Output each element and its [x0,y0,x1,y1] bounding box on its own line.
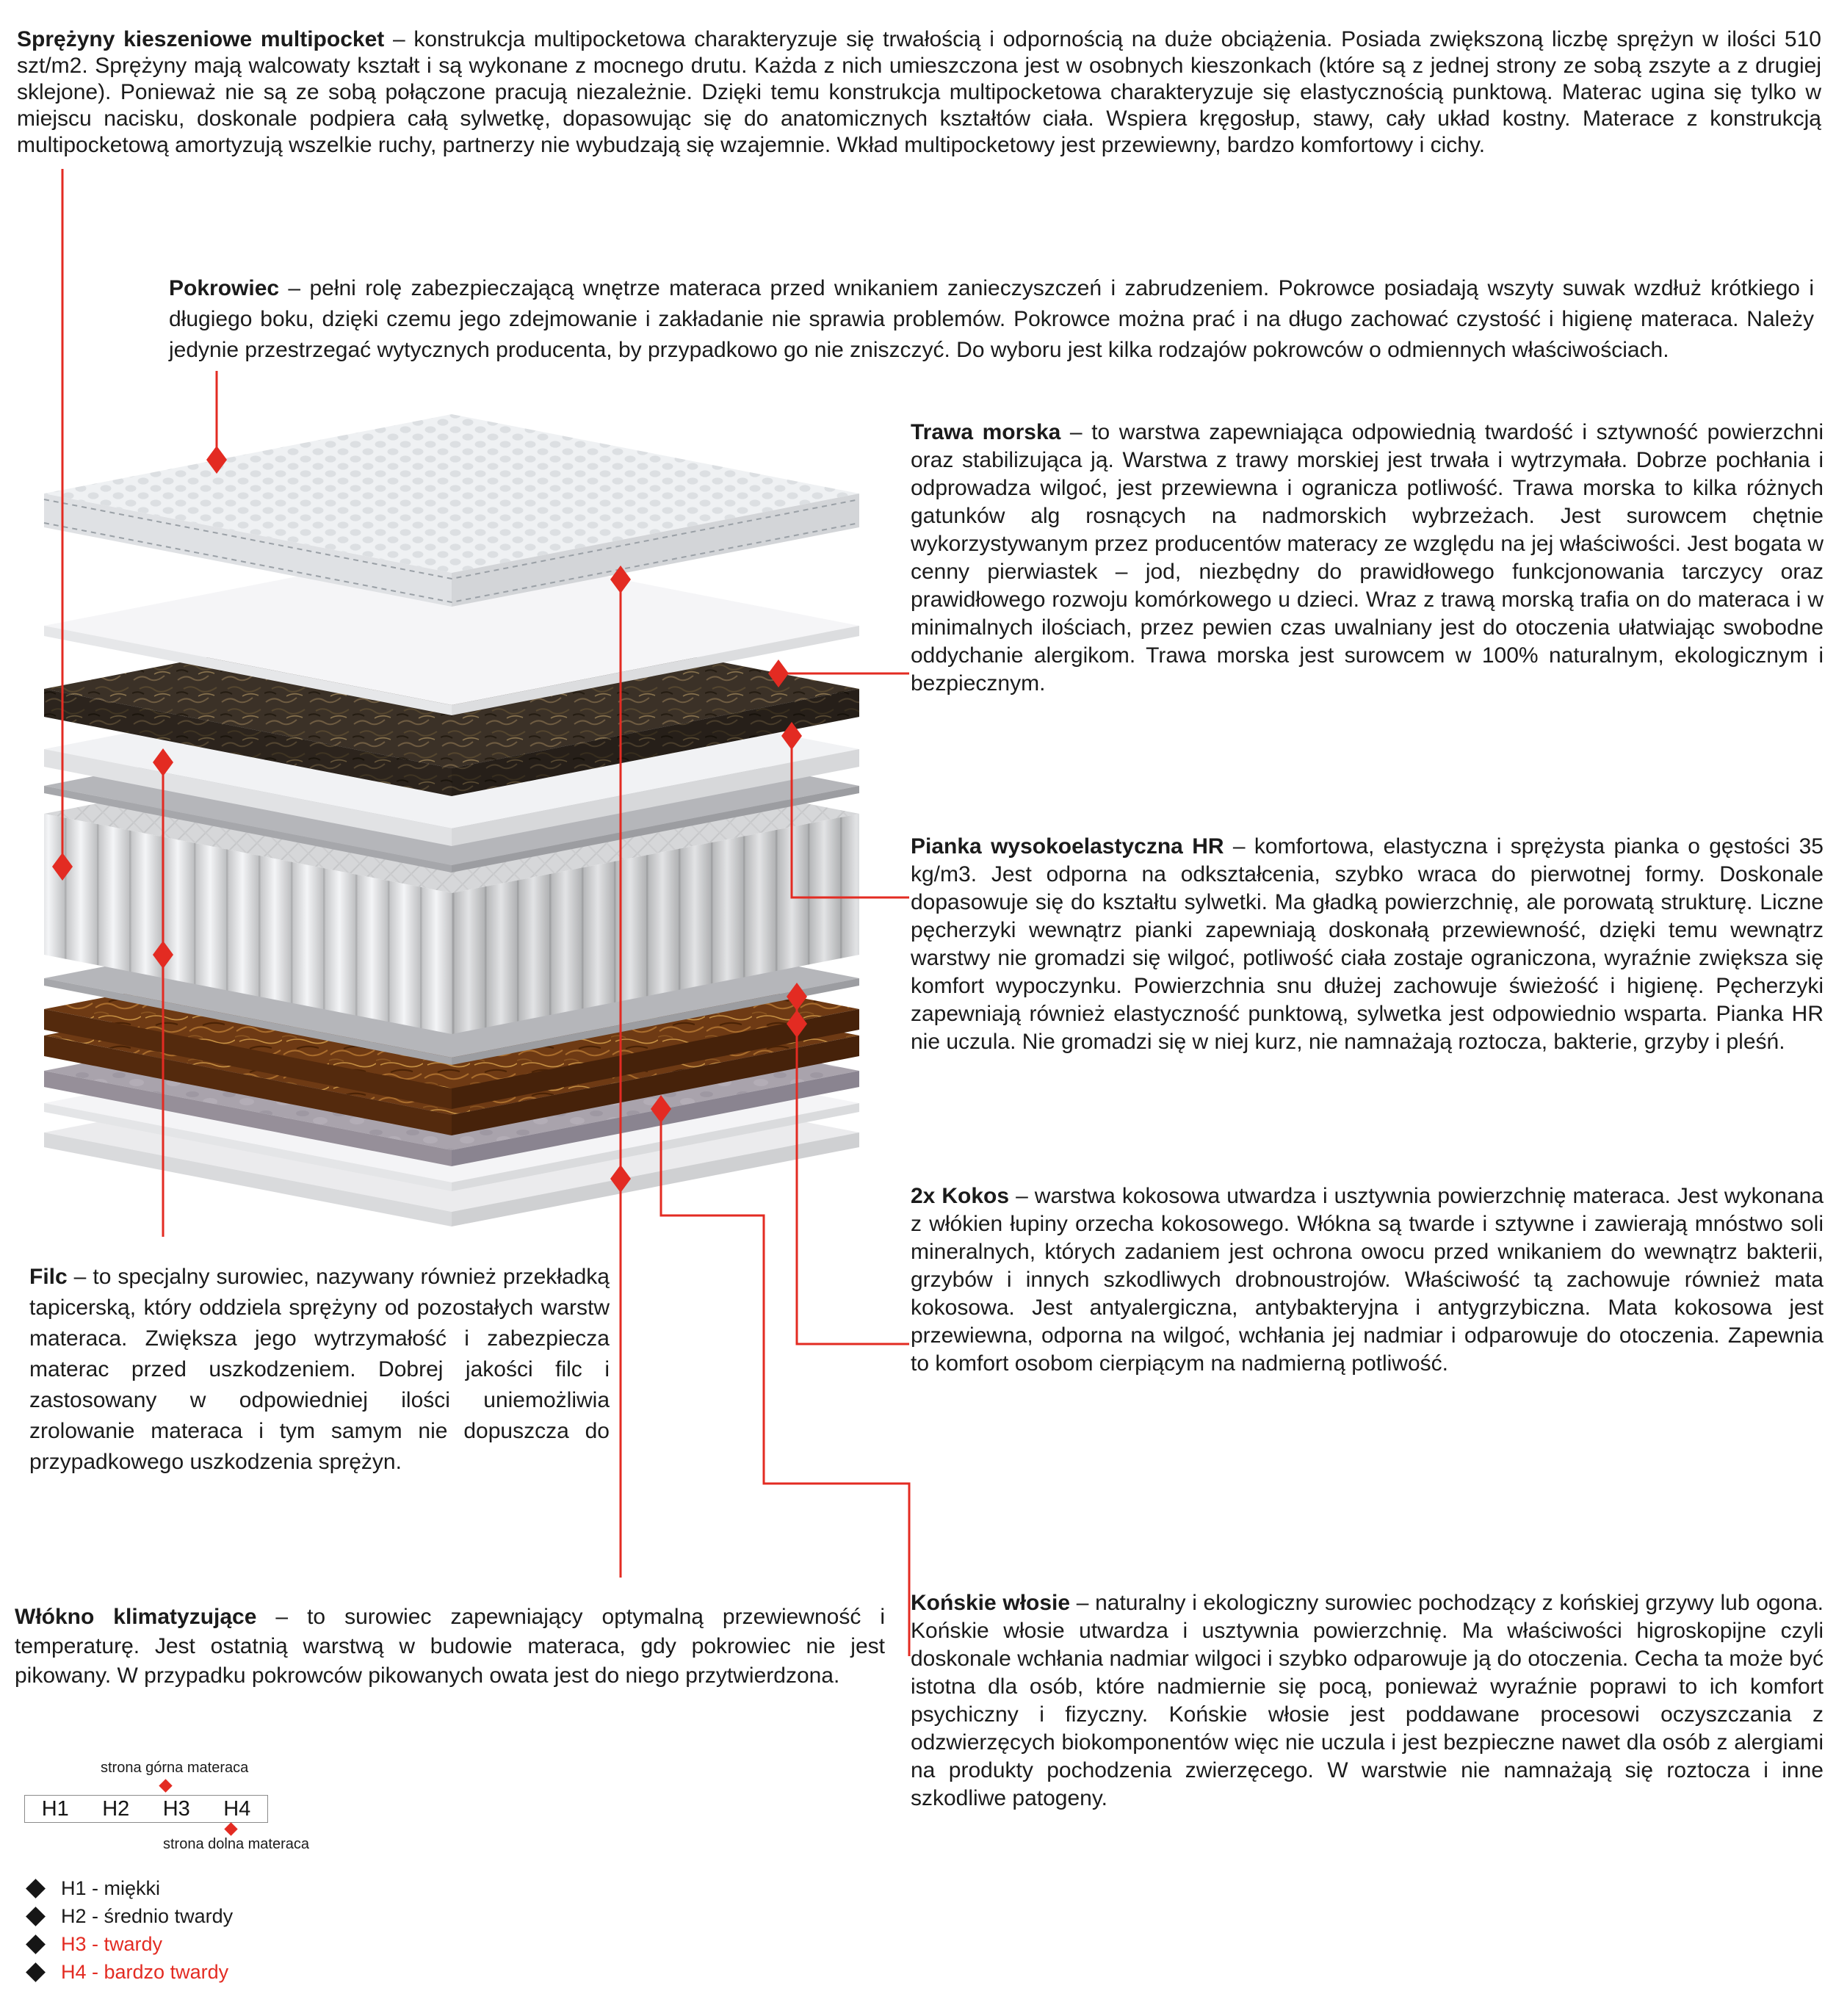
layer-konskie-wlosie [44,991,859,1166]
section-title-konskie-wlosie: Końskie włosie [911,1591,1071,1615]
section-konskie-wlosie [911,1589,1824,1813]
legend-label-h4: H4 - bardzo twardy [61,1960,229,1983]
legend-item-h4 [22,1958,233,1986]
hardness-scale-box [24,1795,268,1823]
section-sprezyny-multipocket [17,26,1821,159]
section-text-trawa-morska: – to warstwa zapewniająca odpowiednią twardość i sztywność powierzchni oraz stabilizująca ją. Warstwa z trawy morskiej jest trwała i wytrzymała. Dobrze pochłania i odprowadza wilgoć, jest przewiewna i ogranicza potliwość. Trawa morska to kilka różnych gatunków alg rosnących na nadmorskich wybrzeżach. Jest surowcem chętnie wykorzystywanym przez producentów materacy ze względu na jej właściwości. Jest bogata w cenny pierwiastek – jod, niezbędny do prawidłowego funkcjonowania tarczycy oraz prawidłowego rozwoju komórkowego u dzieci. Wraz z trawą morską trafia on do materaca i w minimalnych ilościach, przez pewien czas uwalniany jest do otoczenia ułatwiając swobodne oddychanie alergikom. Trawa morska jest surowcem w 100% naturalnym, ekologicznym i bezpiecznym. [911,420,1824,696]
layer-pokrowiec-quilted-cover [44,414,859,607]
diamond-icon [26,1934,46,1954]
hardness-level-h3: H3 [162,1796,190,1821]
section-title-trawa-morska: Trawa morska [911,420,1061,444]
marker-konskie-wlosie [651,1095,671,1123]
section-pianka-hr [911,833,1824,1056]
layer-kokos-1 [44,930,859,1109]
legend-label-h2: H2 - średnio twardy [61,1904,234,1927]
marker-kokos-2 [787,1010,807,1038]
diamond-icon [26,1962,46,1982]
marker-sprezyny [52,853,73,881]
section-title-pokrowiec: Pokrowiec [169,276,280,300]
legend-item-h3 [22,1930,233,1958]
legend-label-h1: H1 - miękki [61,1876,161,1899]
marker-trawa-morska [768,660,789,687]
layer-sprezyny-multipocket [44,734,859,1034]
connector-konskie-wlosie [661,1109,909,1656]
layer-wlokno-klimatyzujace-bottom [44,1024,859,1191]
layer-base-sheet [44,1053,859,1226]
layer-markers [52,446,807,1193]
diamond-icon [26,1879,46,1898]
layer-trawa-morska [44,610,859,796]
section-2x-kokos [911,1182,1824,1378]
section-wlokno-klimatyzujace [15,1603,885,1691]
section-text-pokrowiec: – pełni rolę zabezpieczającą wnętrze materaca przed wnikaniem zanieczyszczeń i zabrudzeniem. Pokrowce posiadają wszyty suwak wzdłuż krótkiego i długiego boku, dzięki czemu jego zdejmowanie i zakładanie nie sprawia problemów. Pokrowce można prać i na długo zachować czystość i higienę materaca. Należy jedynie przestrzegać wytycznych producenta, by przypadkowo go nie zniszczyć. Do wyboru jest kilka rodzajów pokrowców o odmiennych właściwościach. [169,276,1814,362]
section-text-wlokno: – to surowiec zapewniający optymalną przewiewność i temperaturę. Jest ostatnią warstwą w budowie materaca, gdy pokrowiec nie jest pikowany. W przypadku pokrowców pikowanych owata jest do niego przytwierdzona. [15,1605,885,1688]
section-text-sprezyny: – konstrukcja multipocketowa charakteryzuje się trwałością i odpornością na duże obciążenia. Posiada zwiększoną liczbę sprężyn w ilości 510 szt/m2. Sprężyny mają walcowaty kształt i są wykonane z mocnego drutu. Każda z nich umieszczona jest w osobnych kieszonkach (które są z jednej strony ze sobą zszyte a z drugiej sklejone). Ponieważ nie są ze sobą połączone pracują niezależnie. Dzięki temu konstrukcja multipocketowa charakteryzuje się elastycznością punktową. Materac ugina się tylko w miejscu nacisku, doskonale podpiera całą sylwetkę, dopasowując się do anatomicznych kształtów ciała. Wspiera kręgosłup, stawy, cały układ kostny. Materace z konstrukcją multipocketową amortyzują wszelkie ruchy, partnerzy nie wybudzają się wzajemnie. Wkład multipocketowy jest przewiewny, bardzo komfortowy i cichy. [17,27,1821,157]
section-filc [29,1262,610,1478]
marker-filc-bottom [153,941,173,969]
marker-wlokno-bottom [610,1165,631,1193]
section-text-filc: – to specjalny surowiec, nazywany również przekładką tapicerską, który oddziela sprężyny od pozostałych warstw materaca. Zwiększa jego wytrzymałość i zabezpiecza materac przed uszkodzeniem. Dobrej jakości filc i zastosowany w odpowiedniej ilości uniemożliwia zrolowanie materaca i tym samym nie dopuszcza do przypadkowego uszkodzenia sprężyn. [29,1265,610,1474]
diamond-icon [26,1907,46,1926]
legend-item-h2 [22,1902,233,1930]
layer-filc-top [44,707,859,872]
section-title-filc: Filc [29,1265,68,1289]
connector-pianka-hr [792,736,909,897]
section-pokrowiec [169,273,1814,366]
marker-pokrowiec [206,446,227,474]
section-text-2x-kokos: – warstwa kokosowa utwardza i usztywnia powierzchnię materaca. Jest wykonana z włókien łupiny orzecha kokosowego. Włókna są twarde i sztywne i zawierają mnóstwo soli mineralnych, których zadaniem jest ochrona owocu przed wnikaniem do wewnątrz bakterii, grzybów i innych szkodliwych drobnoustrojów. Właściwość tą zachowuje również mata kokosowa. Jest antyalergiczna, antybakteryjna i antygrzybiczna. Mata kokosowa jest przewiewna, odporna na wilgoć, wchłania jej nadmiar i odparowuje do otoczenia. Zapewnia to komfort osobom cierpiącym na nadmierną potliwość. [911,1184,1824,1376]
hardness-level-h4: H4 [223,1796,251,1821]
section-trawa-morska [911,419,1824,698]
marker-filc-top [153,748,173,776]
marker-pianka-hr [781,722,802,750]
section-text-pianka-hr: – komfortowa, elastyczna i sprężysta pianka o gęstości 35 kg/m3. Jest odporna na odkształcenia, szybko wraca do pierwotnej formy. Doskonale dopasowuje się do kształtu sylwetki. Ma gładką powierzchnię, ale porowatą strukturę. Liczne pęcherzyki wewnątrz pianki zapewniają doskonałą przewiewność, dzięki temu wewnątrz warstwy nie gromadzi się wilgoć, potliwość ciała zostaje ograniczona, wyraźnie zwiększa się komfort wypoczynku. Powierzchnia snu dłużej zachowuje świeżość i higienę. Pęcherzyki zapewniają również elastyczność punktową, sylwetka jest odpowiednio wsparta. Pianka HR nie uczula. Nie gromadzi się w niej kurz, nie namnażają roztocza, bakterie, grzyby i pleśń. [911,834,1824,1054]
scale-top-diamond-icon [159,1779,172,1792]
section-title-wlokno: Włókno klimatyzujące [15,1605,257,1629]
scale-bottom-label: strona dolna materaca [163,1836,310,1852]
hardness-legend [22,1874,233,1986]
section-title-pianka-hr: Pianka wysokoelastyczna HR [911,834,1224,859]
section-text-konskie-wlosie: – naturalny i ekologiczny surowiec pochodzący z końskiej grzywy lub ogona. Końskie włosie utwardza i usztywnia powierzchnię. Ma właściwości higroskopijne czyli doskonale wchłania nadmiar wilgoci i szybko odparowuje ją do otoczenia. Cecha ta może być istotna dla osób, które nadmiernie się pocą, ponieważ wyraźnie poprawi to ich komfort psychiczny i fizyczny. Końskie włosie jest poddawane procesowi oczyszczania z odzwierzęcych biokomponentów więc nie uczula i jest bezpieczne nawet dla osób z alergiami na produkty pochodzenia zwierzęcego. W warstwie nie namnażają się roztocza i inne szkodliwe patogeny. [911,1591,1824,1810]
hardness-level-h1: H1 [41,1796,69,1821]
legend-item-h1 [22,1874,233,1902]
layer-kokos-2 [44,956,859,1135]
marker-kokos-1 [787,983,807,1011]
layer-wlokno-klimatyzujace-top [44,546,859,715]
marker-wlokno-top [610,566,631,593]
section-title-2x-kokos: 2x Kokos [911,1184,1010,1208]
legend-label-h3: H3 - twardy [61,1932,163,1955]
connector-kokos [797,997,909,1344]
section-title-sprezyny: Sprężyny kieszeniowe multipocket [17,27,385,51]
layer-pianka-hr [44,670,859,846]
hardness-level-h2: H2 [102,1796,130,1821]
scale-bottom-diamond-icon [224,1822,237,1835]
layer-filc-bottom [44,899,859,1065]
scale-top-label: strona górna materaca [101,1760,249,1776]
